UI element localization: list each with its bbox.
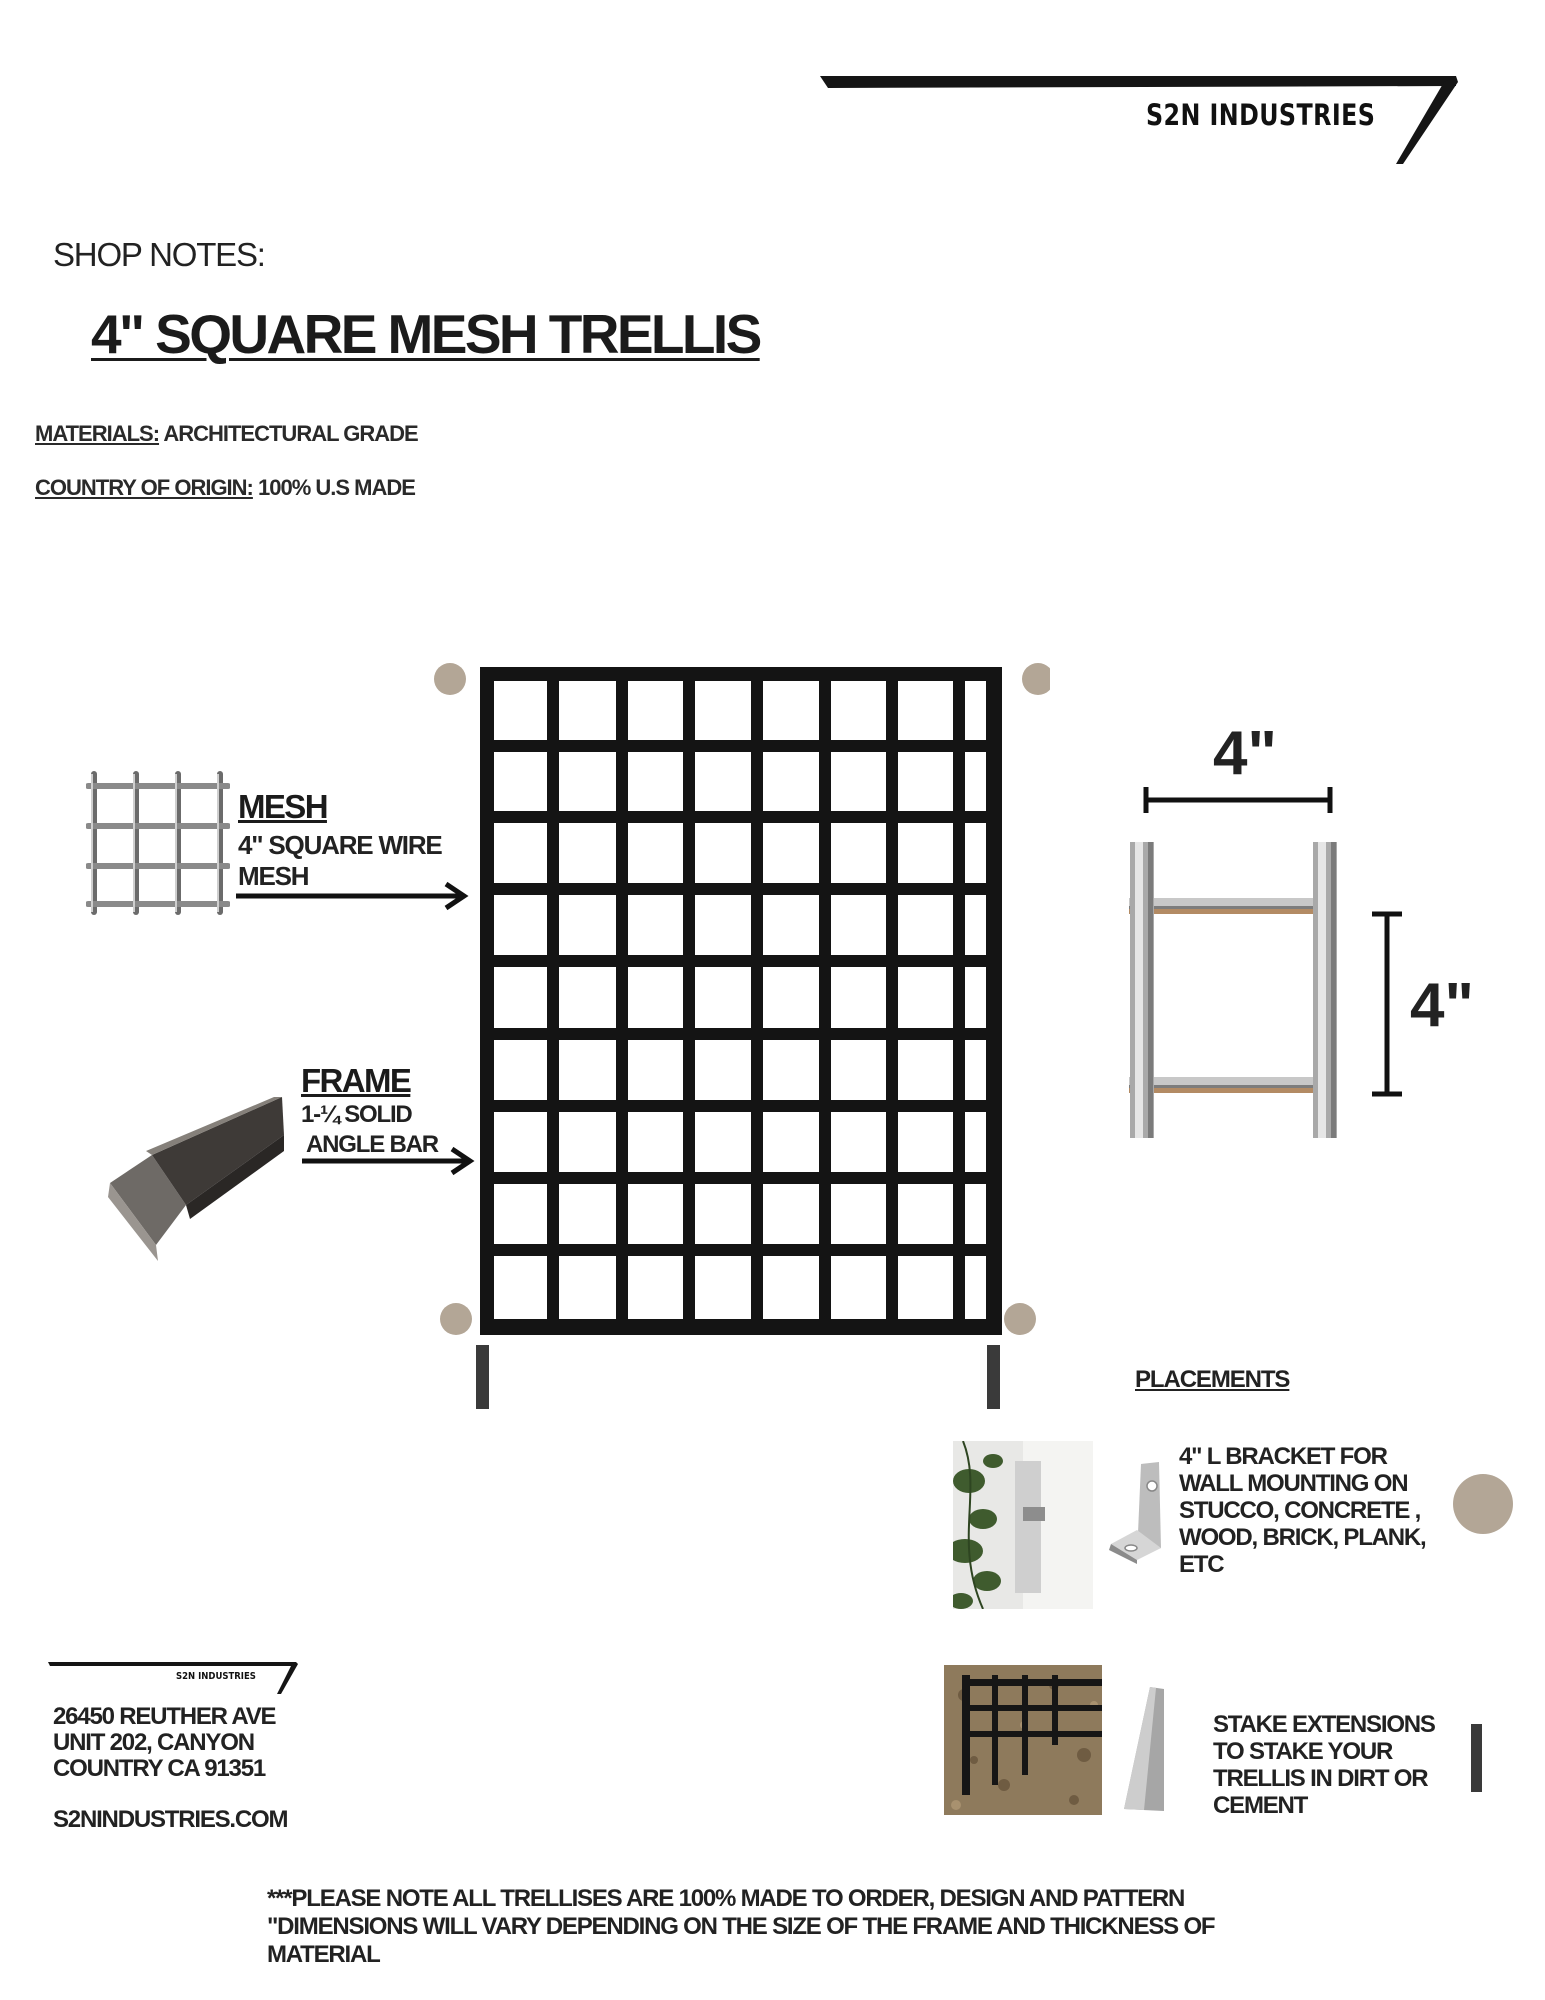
angle-bar-image xyxy=(106,1095,284,1261)
mount-dot-icon xyxy=(1451,1472,1515,1536)
materials-line xyxy=(35,421,418,447)
bracket-text-line: WOOD, BRICK, PLANK, xyxy=(1179,1524,1426,1551)
mount-dot-bottom-left xyxy=(440,1303,472,1335)
note-line: ***PLEASE NOTE ALL TRELLISES ARE 100% MADE TO ORDER, DESIGN AND PATTERN xyxy=(267,1885,1185,1912)
mesh-arrow-icon xyxy=(234,880,474,912)
trellis-frame xyxy=(480,667,1002,1335)
stake-description xyxy=(1213,1711,1435,1819)
mount-dot-top-right xyxy=(1022,663,1050,695)
note-line: MATERIAL xyxy=(267,1941,380,1968)
origin-line xyxy=(35,475,415,501)
address-line: COUNTRY CA 91351 xyxy=(53,1755,265,1782)
trellis-diagram xyxy=(430,655,1050,1415)
mesh-sample-image xyxy=(86,770,230,916)
stake-text-line: TRELLIS IN DIRT OR xyxy=(1213,1765,1428,1792)
mesh-callout-line1: 4" SQUARE WIRE xyxy=(238,830,442,860)
footer-note xyxy=(267,1885,1214,1969)
shop-notes-label: SHOP NOTES: xyxy=(53,236,265,273)
mesh-detail-image xyxy=(1115,840,1355,1140)
frame-callout-title: FRAME xyxy=(301,1062,411,1099)
materials-value: ARCHITECTURAL GRADE xyxy=(163,421,418,446)
brand-name: S2N INDUSTRIES xyxy=(1146,98,1376,132)
origin-value: 100% U.S MADE xyxy=(258,475,415,500)
note-line: "DIMENSIONS WILL VARY DEPENDING ON THE SIZE OF THE FRAME AND THICKNESS OF xyxy=(267,1913,1215,1940)
dimension-height-bar xyxy=(1370,910,1404,1098)
footer-address xyxy=(53,1704,275,1782)
materials-label: MATERIALS: xyxy=(35,421,160,446)
bracket-text-line: WALL MOUNTING ON xyxy=(1179,1470,1408,1497)
stake-install-photo xyxy=(944,1665,1102,1815)
footer-logo-bar xyxy=(48,1660,300,1696)
l-bracket-image xyxy=(1107,1460,1163,1564)
page-title: 4" SQUARE MESH TRELLIS xyxy=(91,303,760,365)
stake-leg-left xyxy=(476,1345,489,1409)
placements-title: PLACEMENTS xyxy=(1135,1366,1290,1393)
stake-text-line: STAKE EXTENSIONS xyxy=(1213,1711,1435,1738)
frame-callout-line1: 1-¼ SOLID xyxy=(301,1101,412,1128)
footer-website: S2NINDUSTRIES.COM xyxy=(53,1806,288,1833)
dimension-width-bar xyxy=(1142,785,1334,815)
mesh-callout-line2: MESH xyxy=(238,861,309,891)
address-line: UNIT 202, CANYON xyxy=(53,1729,254,1756)
origin-label: COUNTRY OF ORIGIN: xyxy=(35,475,253,500)
stake-leg-right xyxy=(987,1345,1000,1409)
stake-bar-icon xyxy=(1471,1724,1482,1792)
stake-extension-image xyxy=(1120,1685,1170,1815)
dimension-width-label: 4" xyxy=(1213,719,1277,788)
mount-dot-top-left xyxy=(434,663,466,695)
bracket-description xyxy=(1179,1443,1426,1578)
bracket-text-line: STUCCO, CONCRETE , xyxy=(1179,1497,1421,1524)
mesh-callout-title: MESH xyxy=(238,788,327,825)
bracket-text-line: ETC xyxy=(1179,1551,1224,1578)
wall-mount-photo xyxy=(953,1441,1093,1609)
stake-text-line: CEMENT xyxy=(1213,1792,1308,1819)
frame-arrow-icon xyxy=(300,1145,480,1177)
address-line: 26450 REUTHER AVE xyxy=(53,1703,276,1730)
stake-text-line: TO STAKE YOUR xyxy=(1213,1738,1393,1765)
dimension-height-label: 4" xyxy=(1410,971,1474,1040)
bracket-text-line: 4" L BRACKET FOR xyxy=(1179,1443,1387,1470)
mount-dot-bottom-right xyxy=(1004,1303,1036,1335)
frame-callout-line2: ANGLE BAR xyxy=(306,1131,438,1158)
footer-brand-name: S2N INDUSTRIES xyxy=(176,1671,256,1682)
